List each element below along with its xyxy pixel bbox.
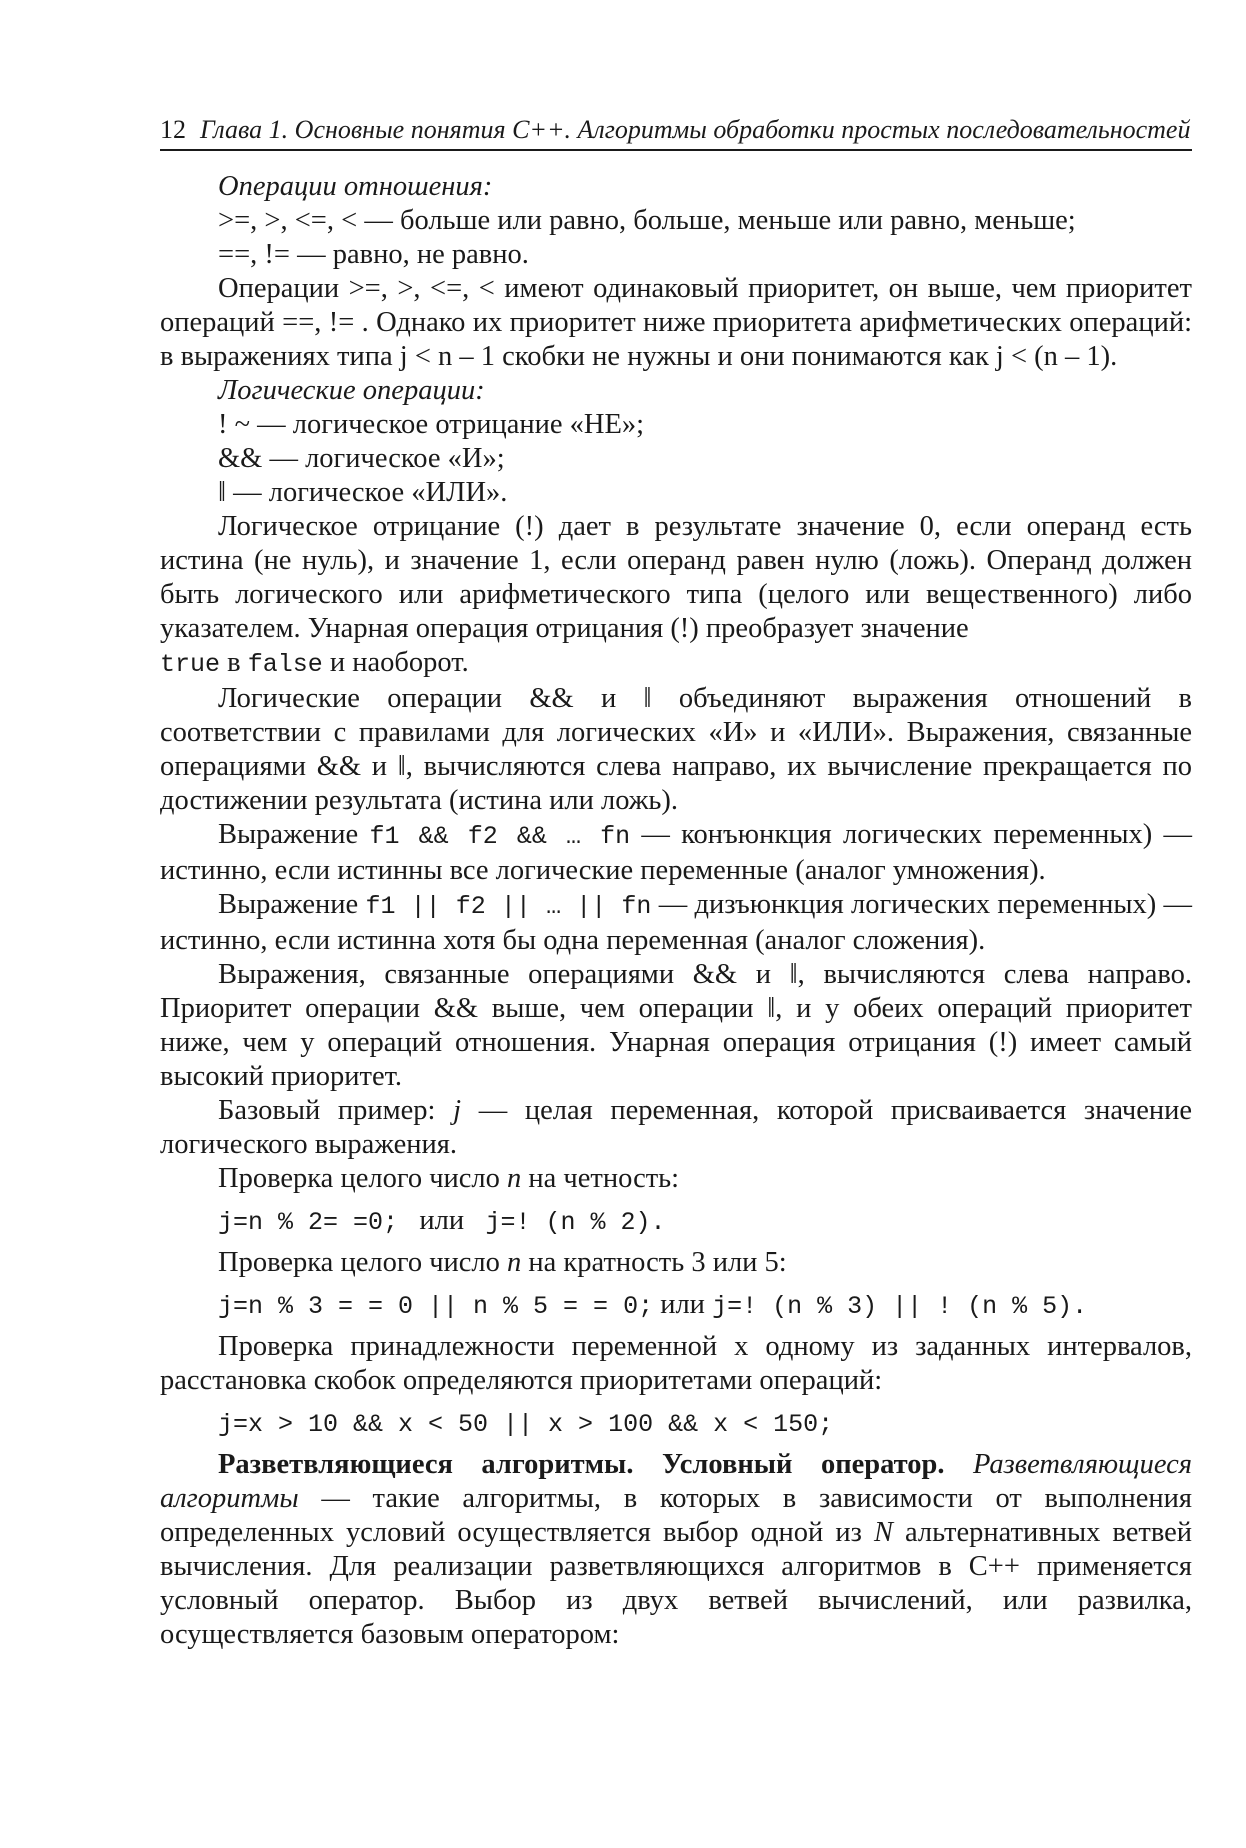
interval-code: j=x > 10 && x < 50 || x > 100 && x < 150; [218,1410,834,1439]
code-true: true [160,650,221,679]
branching-text-2: альтернативных ветвей вычисления. Для реализации разветвляющихся алгоритмов в С++ применяется условный оператор. Выбор из двух ветвей вычислений, или развилка, осуществляется базовым оператором: [160,1517,1193,1650]
check-mult-code [160,1288,1192,1324]
conjunction-lead: Выражение [218,819,359,850]
check-mult-code-2: j=! (n % 3) || ! (n % 5). [712,1292,1088,1321]
relations-line-1: >=, >, <=, < — больше или равно, больше, меньше или равно, меньше; [218,205,1076,236]
paragraph-base-example [160,1094,1192,1162]
paragraph-not [160,510,1192,682]
paragraph-not-tail: и наоборот. [329,647,469,678]
paragraph-disjunction [160,888,1192,958]
logical-and: && — логическое «И»; [218,443,505,474]
check-even-lead: Проверка целого число [218,1163,500,1194]
paragraph-and-or: Логические операции && и ‖ объединяют выражения отношений в соответствии с правилами для логических «И» и «ИЛИ». Выражения, связанные операциями && и ‖, вычисляются слева направо, их вычисление прекращается по достижении результата (истина или ложь). [160,683,1192,816]
base-var: j [453,1095,462,1126]
paragraph-branching [160,1448,1192,1652]
branching-term: Разветвляющиеся алгоритмы [160,1449,1192,1514]
paragraph-priority-2: Выражения, связанные операциями && и ‖, вычисляются слева направо. Приоритет операции && выше, чем операции ‖, и у обеих операций приоритет ниже, чем у операций отношения. Унарная операция отрицания (!) имеет самый высокий приоритет. [160,959,1192,1092]
check-even-code-2: j=! (n % 2). [485,1208,666,1237]
logical-heading: Логические операции: [218,375,485,406]
disjunction-lead: Выражение [218,889,359,920]
interval-code-line [160,1406,1192,1442]
logical-not: ! ~ — логическое отрицание «НЕ»; [218,409,645,440]
code-false: false [247,650,323,679]
check-mult-code-1: j=n % 3 = = 0 || n % 5 = = 0; [218,1292,654,1321]
check-even-var: n [507,1163,522,1194]
relations-heading: Операции отношения: [218,171,493,202]
paragraph-conjunction [160,818,1192,888]
conjunction-code: f1 && f2 && … fn [369,822,631,851]
branching-var-n: N [873,1517,893,1548]
disjunction-text: — дизъюнкция логических переменных) — истинно, если истинна хотя бы одна переменная (аналог сложения). [160,889,1193,956]
relations-line-2: ==, != — равно, не равно. [218,239,529,270]
base-text: — целая переменная, которой присваивается значение логического выражения. [160,1095,1193,1160]
paragraph-not-text: Логическое отрицание (!) дает в результате значение 0, если операнд есть истина (не нуль), и значение 1, если операнд равен нулю (ложь). Операнд должен быть логического или арифметического типа (целого или вещественного) либо указателем. Унарная операция отрицания (!) преобразует значение [160,511,1192,644]
logical-or: ‖ — логическое «ИЛИ». [218,477,508,508]
check-mult-var: n [507,1247,522,1278]
paragraph-interval: Проверка принадлежности переменной x одному из заданных интервалов, расстановка скобок определяются приоритетами операций: [160,1331,1192,1396]
running-header [160,114,1192,151]
word-in: в [227,647,241,678]
page-body [160,170,1192,1652]
paragraph-priority: Операции >=, >, <=, < имеют одинаковый приоритет, он выше, чем приоритет операций ==, != . Однако их приоритет ниже приоритета арифметических операций: в выражениях типа j < n – 1 скобки не нужны и они понимаются как j < (n – 1). [160,273,1192,372]
check-mult-or: или [660,1289,705,1320]
check-even-code [160,1204,1192,1240]
check-even-code-1: j=n % 2= =0; [218,1208,399,1237]
check-even-or: или [419,1205,465,1236]
check-even-text [160,1162,1192,1196]
check-mult-text [160,1246,1192,1280]
check-even-tail: на четность: [528,1163,680,1194]
check-mult-lead: Проверка целого число [218,1247,500,1278]
disjunction-code: f1 || f2 || … || fn [365,892,652,921]
check-mult-tail: на кратность 3 или 5: [528,1247,787,1278]
base-lead: Базовый пример: [218,1095,436,1126]
branching-title: Разветвляющиеся алгоритмы. Условный оператор. [218,1449,945,1480]
conjunction-text: — конъюнкция логических переменных) — истинно, если истинны все логические переменные (аналог умножения). [160,819,1193,886]
page-number: 12 [160,115,186,144]
branching-text-1: — такие алгоритмы, в которых в зависимости от выполнения определенных условий осуществляется выбор одной из [160,1483,1193,1548]
running-title: Глава 1. Основные понятия С++. Алгоритмы обработки простых последовательностей [200,115,1191,144]
